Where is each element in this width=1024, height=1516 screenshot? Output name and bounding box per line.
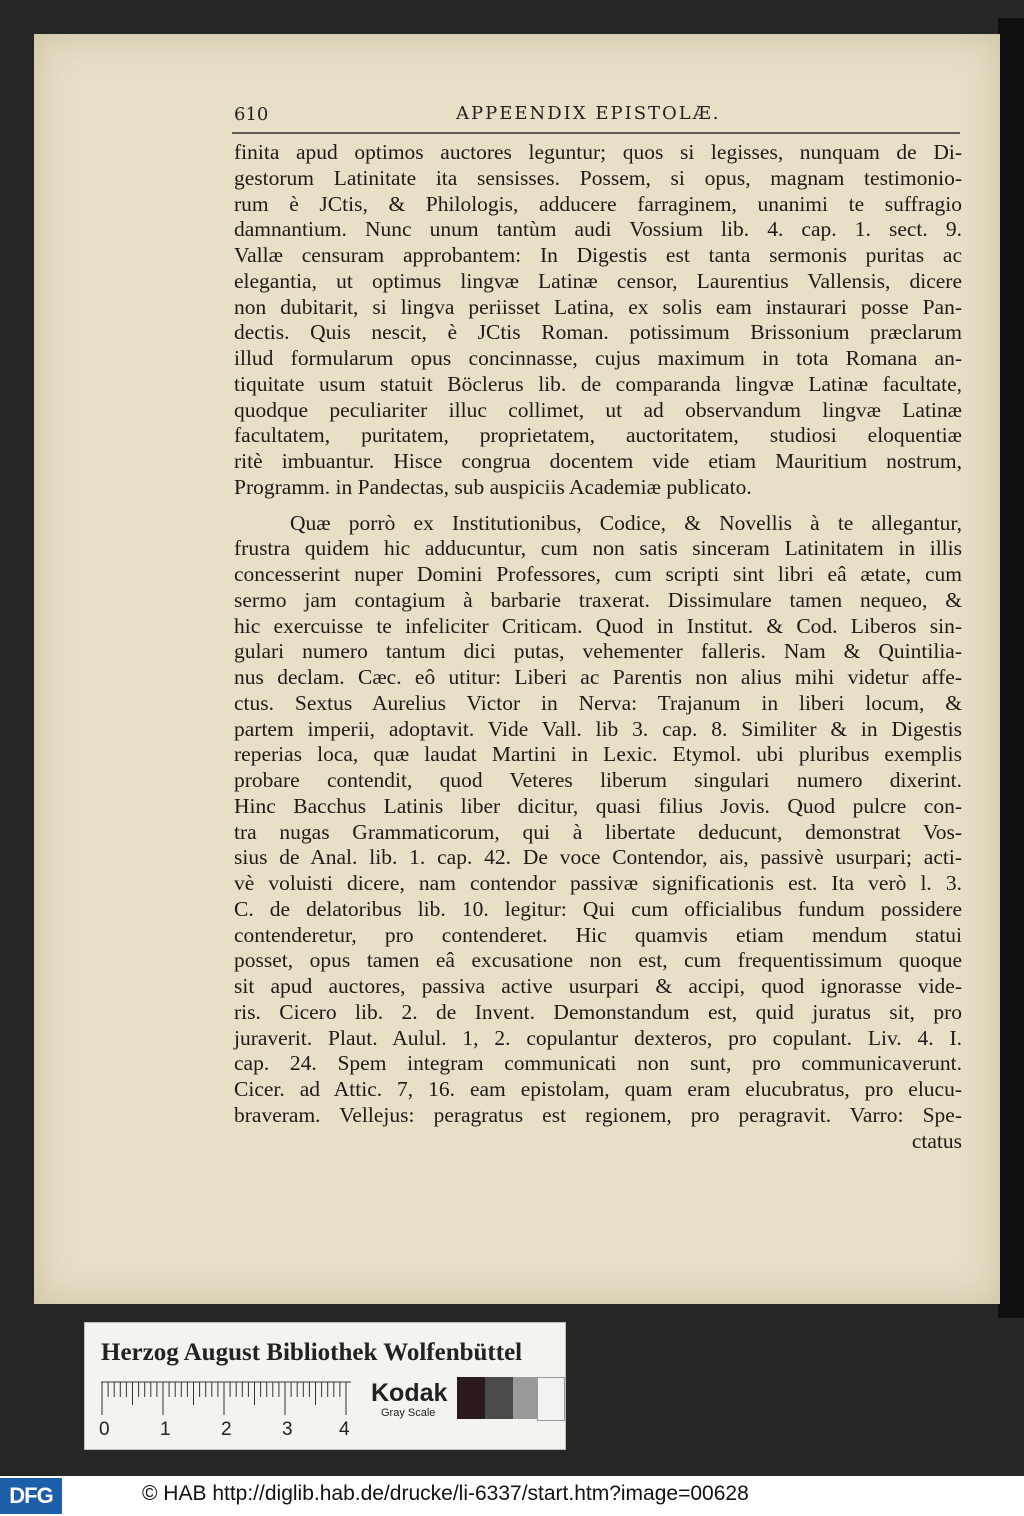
scan-edge-strip [998,18,1024,1318]
text-line: frustra quidem hic adducuntur, cum non satis sinceram Latinitatem in illis [234,536,962,561]
gray-scale-label: Gray Scale [381,1407,436,1419]
text-line: contenderetur, pro contenderet. Hic quamvis etiam mendum statui [234,922,962,947]
ruler-ticks [102,1382,346,1415]
library-name: Herzog August Bibliothek Wolfenbüttel [101,1339,523,1366]
text-line: tra nugas Grammaticorum, qui à libertate deducunt, demonstrat Vos- [234,819,962,844]
text-line: juraverit. Plaut. Aulul. 1, 2. copulantur dexteros, pro copulant. Liv. 4. I. [234,1025,962,1050]
text-line: Programm. in Pandectas, sub auspiciis Academiæ publicato. [234,474,752,499]
ruler-number: 1 [160,1419,171,1440]
text-line: Cicer. ad Attic. 7, 16. eam epistolam, quam eram elucubratus, pro elucu- [234,1077,962,1101]
kodak-brand: Kodak [371,1379,448,1407]
text-line: concesserint nuper Domini Professores, cum scripti sint libri eâ ætate, cum [234,562,962,586]
text-line: probare contendit, quod Veteres liberum singulari numero dixerint. [234,768,962,792]
text-line: posset, opus tamen eâ excusatione non est, cum frequentissimum quoque [234,948,962,973]
text-line: illud formularum opus concinnasse, cujus maximum in tota Romana an- [234,346,962,370]
text-line: dectis. Quis nescit, è JCtis Roman. potissimum Brissonium præclarum [234,320,962,345]
text-line: quodque peculiariter illuc collimet, ut ad observandum lingvæ Latinæ [234,397,962,422]
page-number: 610 [234,104,269,125]
text-line: hic exercuisse te infeliciter Criticam. Quod in Institut. & Cod. Liberos sin- [234,613,962,638]
text-block [234,140,962,1154]
color-calibration-card [84,1322,566,1450]
text-line: tiquitate usum statuit Böclerus lib. de comparanda lingvæ Latinæ facultate, [234,371,962,396]
paragraph-2 [234,511,962,1129]
text-line: facultatem, puritatem, proprietatem, auctoritatem, studiosi eloquentiæ [234,423,962,448]
ruler-number: 4 [339,1419,350,1440]
text-line: C. de delatoribus lib. 10. legitur: Qui cum officialibus fundum possidere [234,896,962,921]
running-head: APPEENDIX EPISTOLÆ. [456,103,721,124]
catchword: ctatus [911,1128,962,1153]
text-line: Hinc Bacchus Latinis liber dicitur, quasi filius Jovis. Quod pulcre con- [234,793,962,818]
text-line: ctus. Sextus Aurelius Victor in Nerva: Trajanum in liberi locum, & [234,690,962,715]
text-line: elegantia, ut optimus lingvæ Latinæ censor, Laurentius Vallensis, dicere [234,268,962,293]
text-line: cap. 24. Spem integram communicati non sunt, pro communicaverunt. [234,1051,962,1076]
text-line: non dubitarit, si lingva periisset Latina, ex solis eam instaurari posse Pan- [234,294,962,319]
text-line: gulari numero tantum dici putas, vehementer falleris. Nam & Quintilia- [234,639,962,664]
text-line: damnantium. Nunc unum tantùm audi Vossium lib. 4. cap. 1. sect. 9. [234,217,962,242]
text-line: finita apud optimos auctores leguntur; quos si legisses, nunquam de Di- [234,140,962,164]
text-line: reperias loca, quæ laudat Martini in Lexic. Etymol. ubi pluribus exemplis [234,742,962,767]
footer-credit[interactable]: © HAB http://diglib.hab.de/drucke/li-6337/start.htm?image=00628 [142,1482,749,1505]
text-line: ritè imbuantur. Hisce congrua docentem vide etiam Mauritium nostrum, [234,449,962,473]
text-line: Quæ porrò ex Institutionibus, Codice, & Novellis à te allegantur, [290,510,962,535]
text-line: ris. Cicero lib. 2. de Invent. Demonstandum est, quid juratus sit, pro [234,999,962,1024]
text-line: braveram. Vellejus: peragratus est regionem, pro peragravit. Varro: Spe- [234,1102,962,1127]
ruler-scale [101,1381,351,1421]
gray-swatch [457,1377,485,1419]
footer-bar [0,1476,1024,1516]
ruler-number: 2 [221,1419,232,1440]
text-line: Vallæ censuram approbantem: In Digestis est tanta sermonis puritas ac [234,243,962,267]
text-line: gestorum Latinitate ita sensisses. Possem, si opus, magnam testimonio- [234,165,962,190]
text-line: rum è JCtis, & Philologis, adducere farraginem, unanimi te suffragio [234,191,962,216]
text-line: sit apud auctores, passiva active usurpari & accipi, quod ignorasse vide- [234,974,962,998]
text-line: vè voluisti dicere, nam contendor passivæ significationis est. Ita verò l. 3. [234,871,962,895]
dfg-logo: DFG [0,1478,62,1514]
text-line: sius de Anal. lib. 1. cap. 42. De voce Contendor, ais, passivè usurpari; acti- [234,845,962,870]
text-line: sermo jam contagium à barbarie traxerat. Dissimulare tamen nequeo, & [234,587,962,612]
gray-swatch [513,1377,537,1419]
header-rule [232,132,960,134]
text-line: nus declam. Cæc. eô utitur: Liberi ac Parentis non alius mihi videtur affe- [234,665,962,689]
text-line: partem imperii, adoptavit. Vide Vall. lib 3. cap. 8. Similiter & in Digestis [234,716,962,741]
gray-swatch [485,1377,513,1419]
paragraph-1 [234,140,962,501]
gray-swatch [537,1377,565,1421]
ruler-number: 0 [99,1419,110,1440]
ruler-number: 3 [282,1419,293,1440]
